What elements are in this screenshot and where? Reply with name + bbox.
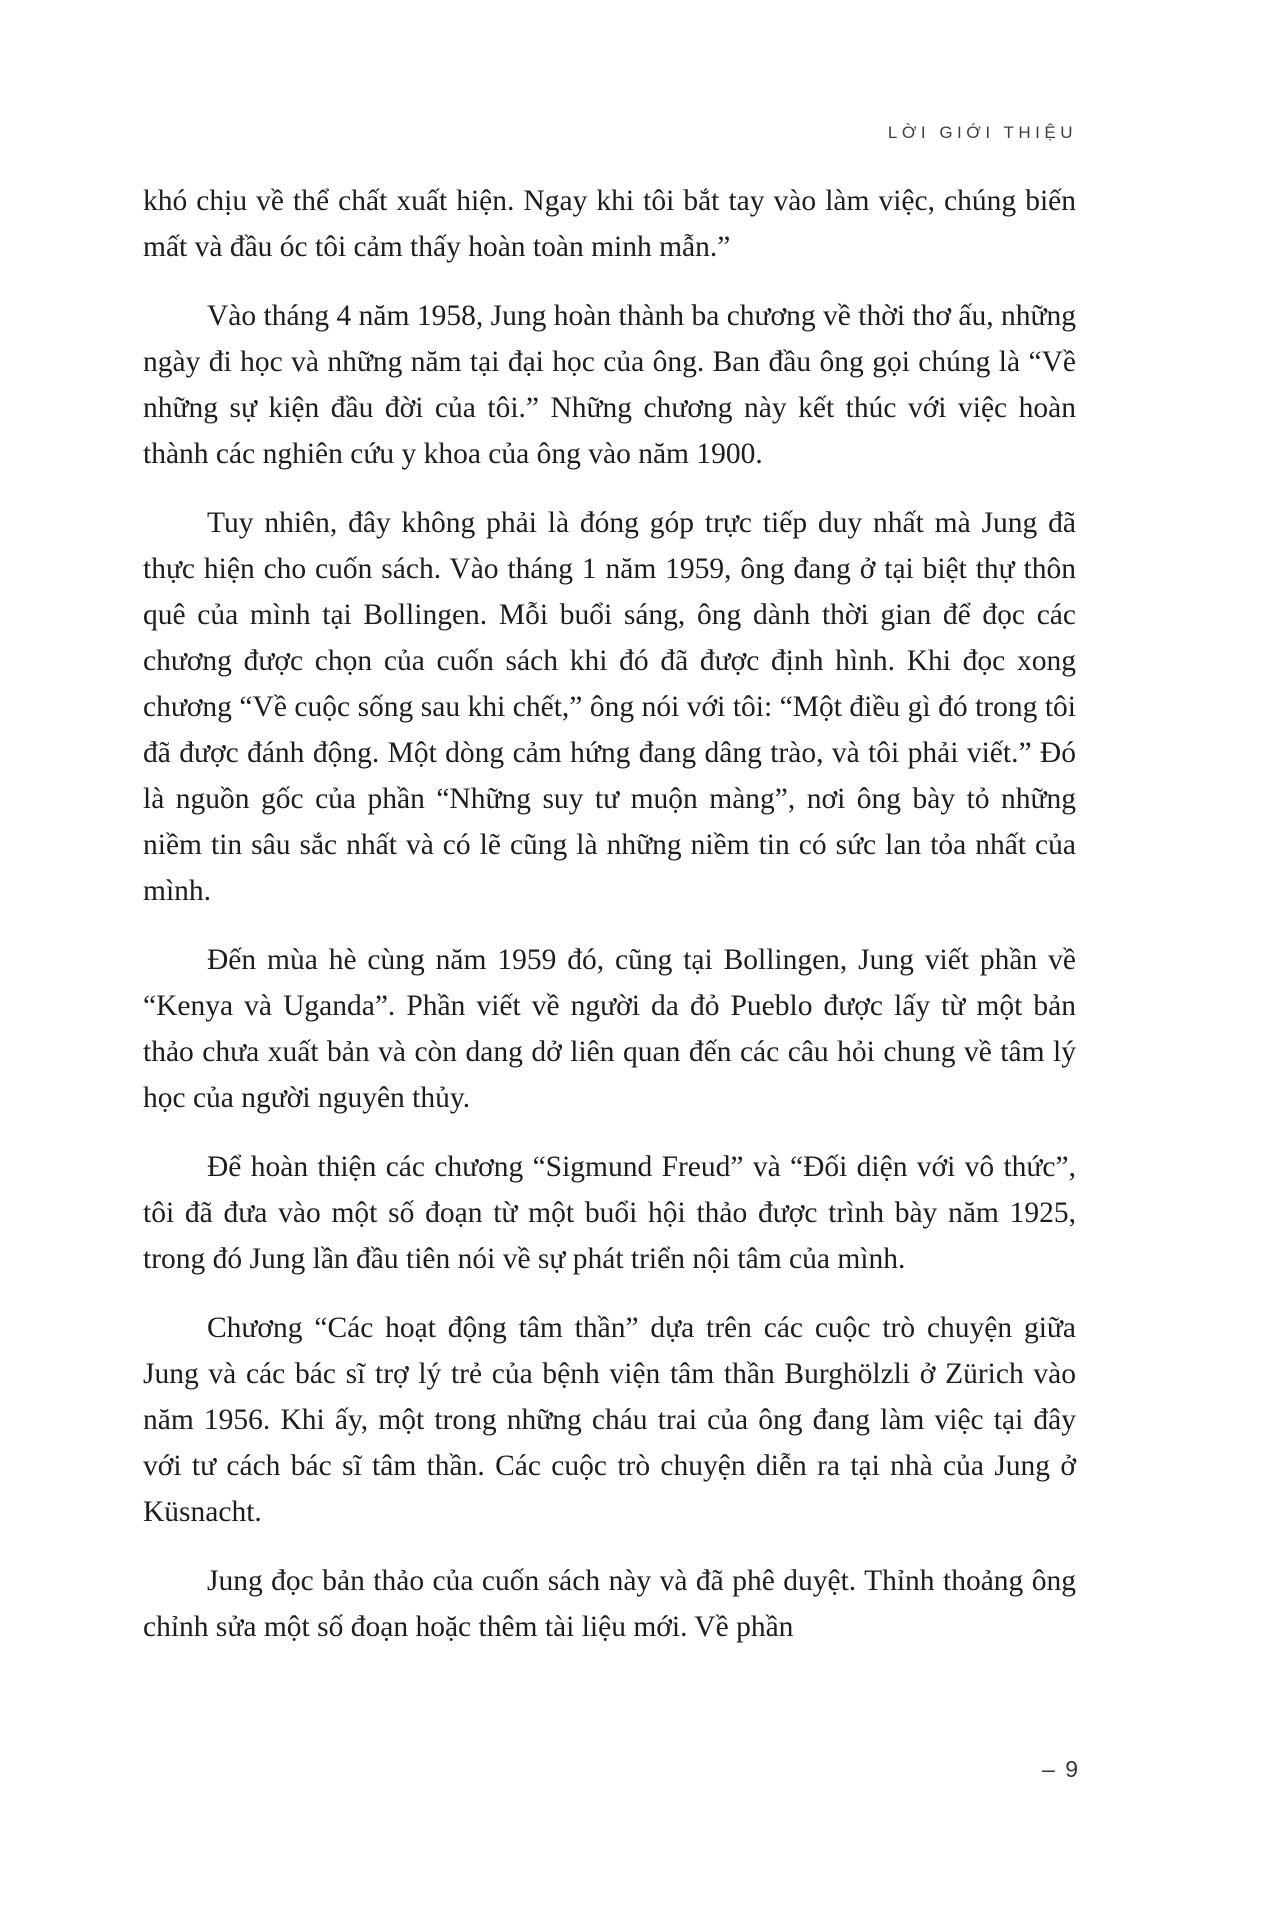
paragraph: Để hoàn thiện các chương “Sigmund Freud” và “Đối diện với vô thức”, tôi đã đưa vào một số đoạn từ một buổi hội thảo được trình bày năm 1925, trong đó Jung lần đầu tiên nói về sự phát triển nội tâm của mình. <box>143 1151 1076 1275</box>
running-header: LỜI GIỚI THIỆU <box>887 123 1077 142</box>
paragraph: Đến mùa hè cùng năm 1959 đó, cũng tại Bollingen, Jung viết phần về “Kenya và Uganda”. Phần viết về người da đỏ Pueblo được lấy từ một bản thảo chưa xuất bản và còn dang dở liên quan đến các câu hỏi chung về tâm lý học của người nguyên thủy. <box>143 944 1076 1114</box>
paragraph: khó chịu về thể chất xuất hiện. Ngay khi tôi bắt tay vào làm việc, chúng biến mất và đầu óc tôi cảm thấy hoàn toàn minh mẫn.” <box>143 185 1076 263</box>
page-number: – 9 <box>1042 1756 1080 1782</box>
paragraph: Jung đọc bản thảo của cuốn sách này và đã phê duyệt. Thỉnh thoảng ông chỉnh sửa một số đoạn hoặc thêm tài liệu mới. Về phần <box>143 1565 1076 1643</box>
page-body <box>143 178 1076 1673</box>
paragraph: Chương “Các hoạt động tâm thần” dựa trên các cuộc trò chuyện giữa Jung và các bác sĩ trợ lý trẻ của bệnh viện tâm thần Burghölzli ở Zürich vào năm 1956. Khi ấy, một trong những cháu trai của ông đang làm việc tại đây với tư cách bác sĩ tâm thần. Các cuộc trò chuyện diễn ra tại nhà của Jung ở Küsnacht. <box>143 1312 1076 1528</box>
paragraph: Vào tháng 4 năm 1958, Jung hoàn thành ba chương về thời thơ ấu, những ngày đi học và những năm tại đại học của ông. Ban đầu ông gọi chúng là “Về những sự kiện đầu đời của tôi.” Những chương này kết thúc với việc hoàn thành các nghiên cứu y khoa của ông vào năm 1900. <box>143 300 1076 470</box>
paragraph: Tuy nhiên, đây không phải là đóng góp trực tiếp duy nhất mà Jung đã thực hiện cho cuốn sách. Vào tháng 1 năm 1959, ông đang ở tại biệt thự thôn quê của mình tại Bollingen. Mỗi buổi sáng, ông dành thời gian để đọc các chương được chọn của cuốn sách khi đó đã được định hình. Khi đọc xong chương “Về cuộc sống sau khi chết,” ông nói với tôi: “Một điều gì đó trong tôi đã được đánh động. Một dòng cảm hứng đang dâng trào, và tôi phải viết.” Đó là nguồn gốc của phần “Những suy tư muộn màng”, nơi ông bày tỏ những niềm tin sâu sắc nhất và có lẽ cũng là những niềm tin có sức lan tỏa nhất của mình. <box>143 507 1076 907</box>
